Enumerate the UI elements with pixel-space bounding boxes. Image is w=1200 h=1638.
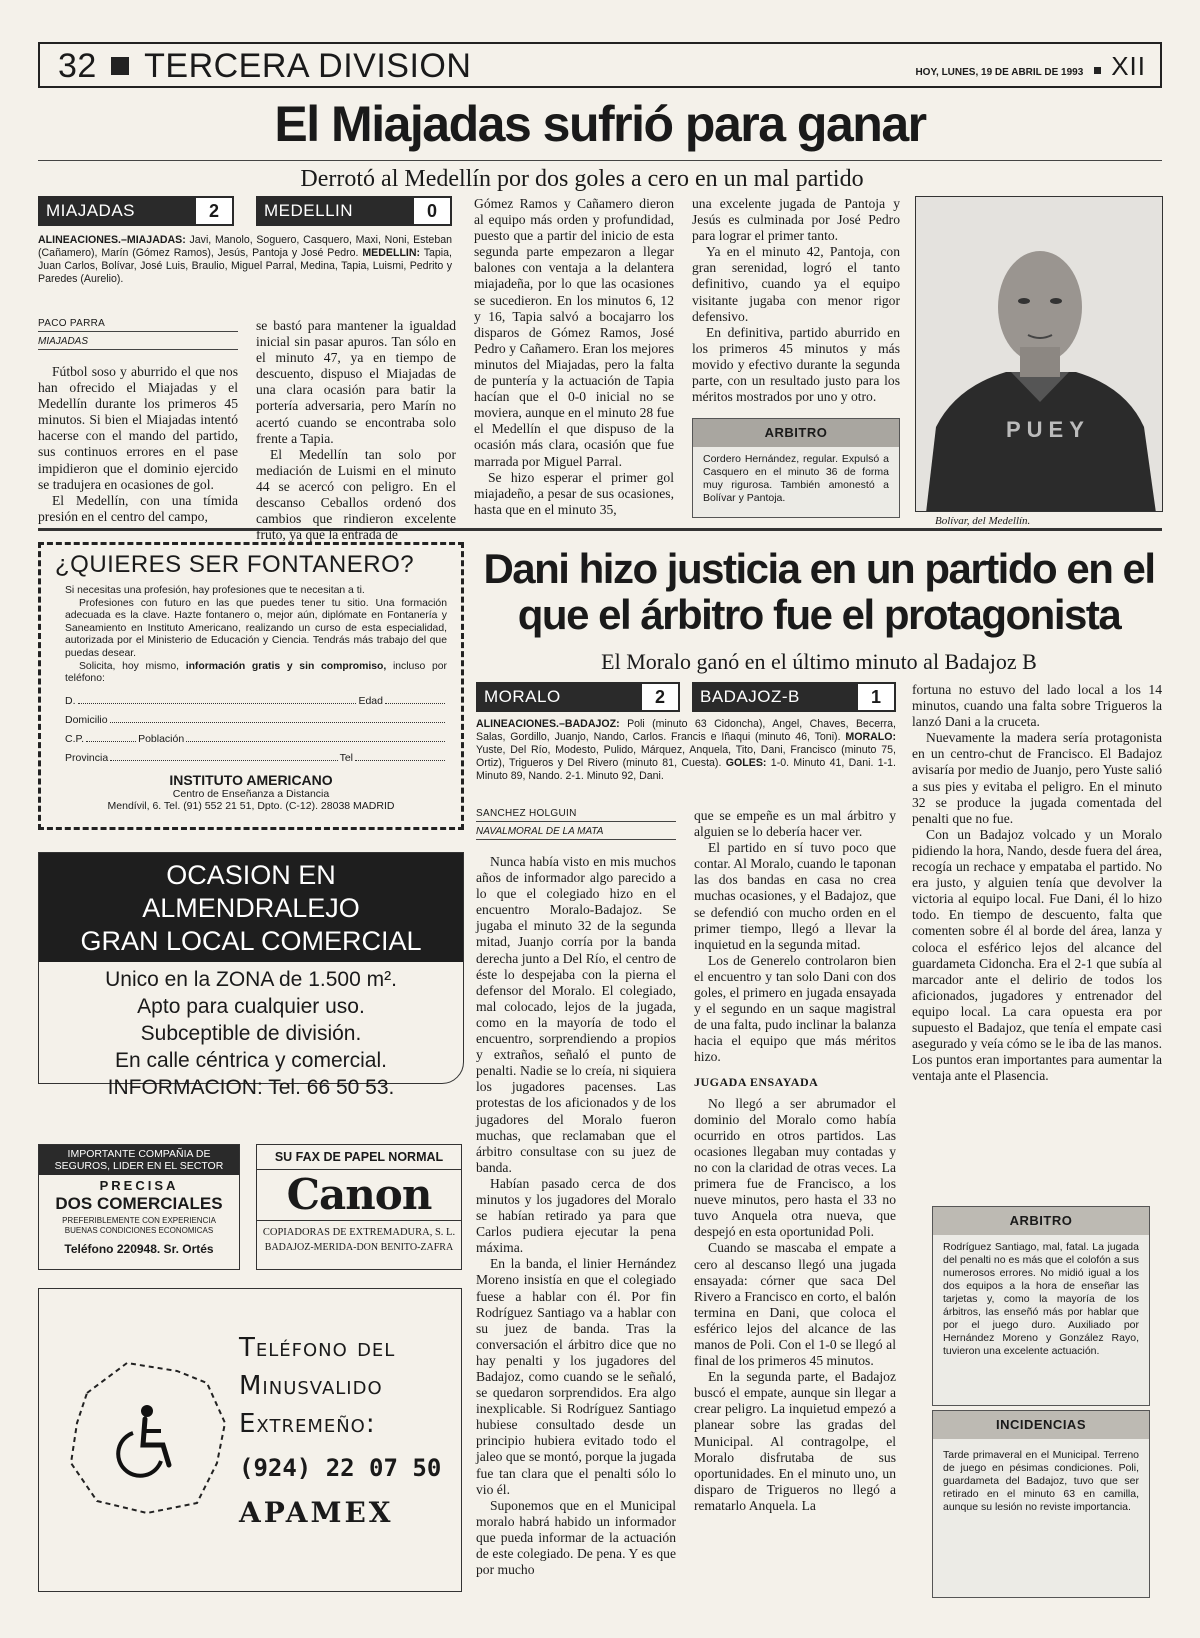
ad-title: ¿QUIERES SER FONTANERO? xyxy=(55,551,415,578)
ad-org: APAMEX xyxy=(239,1496,394,1529)
section-title: TERCERA DIVISION xyxy=(144,47,472,85)
section-heading: JUGADA ENSAYADA xyxy=(694,1074,819,1089)
box-heading: INCIDENCIAS xyxy=(933,1411,1149,1439)
field-label: Población xyxy=(138,732,185,745)
ad-text-pre: Solicita, hoy mismo, xyxy=(79,660,179,672)
ad-line: Extremeño: xyxy=(239,1409,376,1439)
ad-company: COPIADORAS DE EXTREMADURA, S. L. xyxy=(257,1220,461,1240)
ad-seguros xyxy=(38,1144,240,1270)
team-name: MORALO xyxy=(476,682,640,712)
page-header xyxy=(38,42,1162,88)
team-score: 1 xyxy=(856,682,896,712)
ad-line: Subceptible de división. xyxy=(140,1022,362,1045)
field-label: Domicilio xyxy=(65,713,108,726)
story2-col3 xyxy=(912,682,1162,1084)
team-score: 0 xyxy=(412,196,452,226)
team-score: 2 xyxy=(194,196,234,226)
story1-headline: El Miajadas sufrió para ganar xyxy=(274,96,926,152)
field-label: Edad xyxy=(358,694,383,707)
box-heading: ARBITRO xyxy=(933,1207,1149,1235)
postal-code-field[interactable] xyxy=(86,741,136,742)
ad-canon xyxy=(256,1144,462,1270)
story1-col2 xyxy=(256,318,456,543)
ad-line: ALMENDRALEJO xyxy=(142,893,360,923)
paragraph: una excelente jugada de Pantoja y Jesús es culminada por José Pedro para lograr el primer tanto. xyxy=(692,196,900,244)
paragraph: Se hizo esperar el primer gol miajadeño, a pesar de sus ocasiones, hasta que en el minuto 35, xyxy=(474,469,674,517)
story2-col1 xyxy=(476,808,676,1578)
paragraph: El partido en sí tuvo poco que contar. Al Moralo, cuando le taponan las dos bandas en casa no crea muchas ocasiones, y el Badajoz, que se defendió con mucho orden en el primer tiempo, llegó a llevar la inquietud en la segunda mitad. xyxy=(694,840,896,952)
age-field[interactable] xyxy=(385,703,445,704)
team-name: BADAJOZ-B xyxy=(692,682,856,712)
author: SANCHEZ HOLGUIN xyxy=(476,808,676,822)
dateline-place: MIAJADAS xyxy=(38,336,238,350)
ad-phone: (924) 22 07 50 xyxy=(239,1454,442,1482)
ad-text xyxy=(65,661,447,686)
ad-precisa: PRECISA xyxy=(99,1178,179,1193)
story2-subhead: El Moralo ganó en el último minuto al Badajoz B xyxy=(601,649,1037,674)
ad-experience: PREFERIBLEMENTE CON EXPERIENCIA BUENAS CONDICIONES ECONOMICAS xyxy=(62,1216,216,1235)
page-roman: XII xyxy=(1111,51,1146,81)
ad-text: Si necesitas una profesión, hay profesiones que te necesitan a ti. xyxy=(65,585,365,596)
paragraph: En la segunda parte, el Badajoz buscó el empate, aunque sin llegar a crear peligro. La inquietud empezó a planear sobre las gradas del Municipal. Al contragolpe, el Moralo disfrutaba de sus oportunidades. En el minuto uno, un disparo de Trigueros no llegó a rematarlo Anquela. La xyxy=(694,1369,896,1513)
ad-line: Unico en la ZONA de 1.500 m². xyxy=(105,968,397,991)
box-text: Rodríguez Santiago, mal, fatal. La jugada del penalti no es más que el colofón a sus numerosos errores. No midió igual a los dos equipos a la hora de enseñar las tarjetas y, como la mayoría de los árbitros, las enseñó más por hablar que por el juego duro. Auxiliado por Hernández Moreno y González Rayo, tuvieron una excelente actuación. xyxy=(943,1241,1139,1357)
ad-top: SU FAX DE PAPEL NORMAL xyxy=(257,1145,461,1170)
field-label: Provincia xyxy=(65,751,109,764)
paragraph: que se empeñe es un mal árbitro y alguien se lo debería hacer ver. xyxy=(694,808,896,840)
institute-name: INSTITUTO AMERICANO xyxy=(169,771,333,788)
ad-comerciales: DOS COMERCIALES xyxy=(55,1194,223,1213)
team-score: 2 xyxy=(640,682,680,712)
ad-line: Minusvalido xyxy=(239,1371,383,1401)
story2-headline xyxy=(476,546,1162,638)
scoreline-away xyxy=(256,196,452,226)
lineups-label: MEDELLIN: xyxy=(362,247,421,259)
ad-line: Apto para cualquier uso. xyxy=(137,995,365,1018)
ad-banner xyxy=(39,853,463,962)
goals-text: 1-0. Minuto 41, Dani. 1-1. Minuto 89, Nando. 2-1. Minuto 92, Dani. xyxy=(476,757,897,782)
paragraph: Cuando se mascaba el empate a cero al descanso llegó una jugada ensayada: córner que saca Del Rivero a Francisco en corto, el balón termina en Dani, que coloca el esférico lejos del alcance de las manos de Poli. Con el 1-0 se llegó al final de los primeros 45 minutos. xyxy=(694,1240,896,1369)
paragraph: Con un Badajoz volcado y un Moralo pidiendo la hora, Nando, desde fuera del área, recogía un rechace y empataba el partido. No era justo, y alguien tenía que devolver la victoria al equipo local. Fue Dani, él lo hizo todo. En tiempo de descuento, falta que comenten sobre él al borde del área, lanza y coloca el esférico lejos del alcance del guardameta Cidoncha. Era el 2-1 que subía al marcador ante el delirio de todos los aficionados, jugadores y entrenador del equipo local. La cara opuesta era por supuesto el Badajoz, que tenía el empate casi asegurado y veía cómo se le iba de las manos. Los puntos eran importantes para aumentar la ventaja ante el Plasencia. xyxy=(912,826,1162,1084)
ad-apamex xyxy=(38,1288,462,1592)
name-field[interactable] xyxy=(78,703,357,704)
ad-text: Profesiones con futuro en las que puedes tener tu sitio. Una formación adecuada es la clave. Hazte fontanero o, mejor aún, diplómate en Fontanería y Saneamiento en Instituto Americano, realizando un curso de esta especialidad, autorizada por el Ministerio de Educación y Ciencia. Tendrás más trabajo del que puedas desear. xyxy=(65,597,447,659)
story1-subhead: Derrotó al Medellín por dos goles a cero en un mal partido xyxy=(300,166,864,192)
field-label: Tel xyxy=(339,751,353,764)
paragraph: se bastó para mantener la igualdad inicial sin pasar apuros. Tan sólo en el minuto 47, ya en tiempo de descuento, dispuso el Miajadas de una clara ocasión para batir la portería adversaria, pero Marín no acertó cuando se encontraba solo frente a Tapia. xyxy=(256,318,456,446)
form-row-name xyxy=(65,688,447,707)
box-text: Tarde primaveral en el Municipal. Terreno de juego en pésimas condiciones. Poli, guardameta del Badajoz, tuvo que ser retirado en el minuto 63 en camilla, aunque su lesión no reviste importancia. xyxy=(943,1449,1139,1513)
lineups-label: MORALO: xyxy=(845,731,896,743)
paragraph: fortuna no estuvo del lado local a los 14 minutos, cuando una falta sobre Trigueros la lanzó Dani a la cruceta. xyxy=(912,682,1162,730)
date-line: HOY, LUNES, 19 DE ABRIL DE 1993 xyxy=(915,67,1084,78)
lineups-label: ALINEACIONES.–BADAJOZ: xyxy=(476,718,620,730)
ad-phone: Teléfono 220948. Sr. Ortés xyxy=(64,1242,214,1256)
square-bullet-icon xyxy=(1094,67,1101,74)
paragraph: En definitiva, partido aburrido en los primeros 45 minutos y más movido y efectivo durante la segunda parte, con un resultado justo para los méritos mostrados por uno y otro. xyxy=(692,324,900,405)
ad-line: Teléfono del xyxy=(239,1333,396,1363)
scoreline-away xyxy=(692,682,896,712)
box-heading: ARBITRO xyxy=(693,419,899,447)
team-name: MIAJADAS xyxy=(38,196,194,226)
paragraph: Ya en el minuto 42, Pantoja, con gran serenidad, logró el tanto definitivo, cuando ya el equipo visitante jugaba con menor rigor defensivo. xyxy=(692,244,900,324)
ad-cities: BADAJOZ-MERIDA-DON BENITO-ZAFRA xyxy=(264,1242,454,1253)
ad-text-bold: información gratis y sin compromiso, xyxy=(185,660,387,672)
ad-local-comercial xyxy=(38,852,464,1099)
phone-field[interactable] xyxy=(355,760,445,761)
incidents-box xyxy=(932,1410,1150,1598)
story1-col4 xyxy=(692,196,900,405)
paragraph: En la banda, el linier Hernández Moreno insistía en que el colegiado fuese a hablar con él. Por fin Rodríguez Santiago va a hablar con su juez de banda. Tras la conversación el árbitro dice que no hay penalti y los jugadores del Badajoz, como cuando se le señaló, se quedaron sorprendidos. Era algo inexplicable. Si Rodríguez Santiago hubiese consultado desde un principio hubiera evitado todo el jaleo que se montó, porque la jugada fue tan clara que el penalti sólo lo vio él. xyxy=(476,1256,676,1497)
divider xyxy=(38,160,1162,161)
ad-line: GRAN LOCAL COMERCIAL xyxy=(80,926,422,956)
divider xyxy=(38,528,1162,531)
institute-address: Mendívil, 6. Tel. (91) 552 21 51, Dpto. (C-12). 28038 MADRID xyxy=(107,799,395,812)
lineups-text: Yuste, Del Río, Modesto, Pulido, Márquez, Anquela, Tito, Dani, Francisco (minuto 75, Ortiz), Trigueros y Del Rivero (minuto 81, Cuesta). xyxy=(476,744,896,769)
story1-col1 xyxy=(38,318,238,525)
scoreline-home xyxy=(476,682,680,712)
shirt-text: PUEY xyxy=(1006,417,1090,442)
ad-line: OCASION EN xyxy=(166,860,336,890)
story1-lineups xyxy=(38,234,452,286)
ad-text-post: incluso por teléfono: xyxy=(65,660,448,685)
referee-box xyxy=(932,1206,1150,1406)
wheelchair-icon xyxy=(103,1399,187,1483)
story1-col3 xyxy=(474,196,674,518)
town-field[interactable] xyxy=(186,741,445,742)
paragraph: Fútbol soso y aburrido el que nos han ofrecido el Miajadas y el Medellín durante los primeros 45 minutos. Si bien el Miajadas intentó hacerse con el mando del partido, sus continuos errores en el pase impidieron que el dominio ejercido se tradujera en ocasiones de gol. xyxy=(38,364,238,492)
canon-logo: Canon xyxy=(286,1170,432,1219)
form-row-postal xyxy=(65,726,447,745)
lineups-text: Tapia, Juan Carlos, Bolívar, José Luis, Braulio, Miguel Parral, Medina, Tapia, Luismi, Pedrito y Paredes (Aurelio). xyxy=(38,247,452,285)
team-name: MEDELLIN xyxy=(256,196,412,226)
player-photo xyxy=(915,196,1163,512)
paragraph: El Medellín tan solo por mediación de Luismi en el minuto 44 se acercó con peligro. En el descanso Ceballos ordenó dos cambios que rindieron excelente fruto, ya que la entrada de xyxy=(256,446,456,543)
address-field[interactable] xyxy=(110,722,445,723)
ad-line: INFORMACION: Tel. 66 50 53. xyxy=(107,1076,395,1099)
scoreline-home xyxy=(38,196,234,226)
page-number: 32 xyxy=(58,47,97,85)
goals-label: GOLES: xyxy=(725,757,767,769)
paragraph: Gómez Ramos y Cañamero dieron al equipo más orden y profundidad, puesto que a partir del inicio de esta segunda parte empezaron a llegar balones con ventaja a la delantera miajadeña, por lo que las ocasiones se sucedieron. En los minutos 6, 12 y 16, Tapia salvó a bocajarro los disparos de Gómez Ramos, José Pedro y Cañamero. Eran los mejores minutos del Miajadas, pero la falta de puntería y la actuación de Tapia hacían que el 0-0 inicial no se moviera, aunque en el minuto 28 fue el Medellín el que dispuso de la ocasión más clara, ocasión que fue marrada por Miguel Parral. xyxy=(474,196,674,469)
referee-box xyxy=(692,418,900,518)
square-bullet-icon xyxy=(111,57,129,75)
box-text: Cordero Hernández, regular. Expulsó a Casquero en el minuto 36 de forma muy rigurosa. También amonestó a Bolívar y Pantoja. xyxy=(693,447,899,517)
paragraph: Nunca había visto en mis muchos años de informador algo parecido a lo que el colegiado hizo en el encuentro Moralo-Badajoz. Se jugaba el minuto 32 de la segunda mitad, Juanjo corría por la banda derecha junto a Del Río, el centro de éste lo despejaba con la pierna el defensor del Moralo. El colegiado, mal colocado, lejos de la jugada, como en la mayoría de todo el encuentro, sorprendiendo a propios y extraños, señaló el punto de penalti. Nadie se lo creía, ni siquiera los jugadores pacenses. Las protestas de los aficionados y de los jugadores del Moralo fueron muchas, que reclamaban que el árbitro consultase con su juez de banda. xyxy=(476,854,676,1175)
ad-fontanero xyxy=(38,542,464,830)
player-silhouette xyxy=(916,197,1163,512)
lineups-text: Poli (minuto 63 Cidoncha), Angel, Chaves, Becerra, Salas, Gordillo, Juanjo, Nando, Carlos. Francis e Iñaqui (minuto 46, Toni). xyxy=(476,718,896,743)
form-row-province xyxy=(65,745,447,764)
province-field[interactable] xyxy=(110,760,337,761)
author: PACO PARRA xyxy=(38,318,238,332)
story2-col2 xyxy=(694,808,896,1514)
lineups-text: Javi, Manolo, Soguero, Casquero, Maxi, Noni, Esteban (Cañamero), Marín (Gómez Ramos), Jesús, Pantoja y José Pedro. xyxy=(38,234,452,259)
headline-line: Dani hizo justicia en un partido en el xyxy=(483,545,1155,592)
form-row-address xyxy=(65,707,447,726)
dateline-place: NAVALMORAL DE LA MATA xyxy=(476,826,676,840)
paragraph: No llegó a ser abrumador el dominio del Moralo como había ocurrido en otros partidos. Las ocasiones llegaban muy contadas y no con la claridad de otras veces. La primera fue de Francisco, a los nueve minutos, pero hasta el 33 no tuvo Anquela otra nueva, que despejó en esta oportunidad Poli. xyxy=(694,1095,896,1240)
story2-lineups xyxy=(476,718,896,783)
lineups-label: ALINEACIONES.–MIAJADAS: xyxy=(38,234,186,246)
paragraph: Suponemos que en el Municipal moralo habrá habido un informador que pueda informar de la actuación de este colegiado. De pena. Y es que por mucho xyxy=(476,1497,676,1578)
paragraph: Los de Generelo controlaron bien el encuentro y tan solo Dani con dos goles, el primero en jugada ensayada y el segundo en un saque magistral de una falta, pudo inclinar la balanza hacia el equipo que más méritos hizo. xyxy=(694,952,896,1065)
field-label: C.P. xyxy=(65,732,85,745)
ad-line: En calle céntrica y comercial. xyxy=(115,1049,387,1072)
headline-line: que el árbitro fue el protagonista xyxy=(517,591,1121,638)
paragraph: El Medellín, con una tímida presión en el centro del campo, xyxy=(38,492,238,524)
photo-caption: Bolívar, del Medellín. xyxy=(935,515,1031,527)
paragraph: Nuevamente la madera sería protagonista en un centro-chut de Francisco. El Badajoz avisaría por medio de Juanjo, pero Yuste salió a sus pies y evitaba el peligro. En el minuto 32 se produce la jugada comentada del penalti que no fue. xyxy=(912,730,1162,826)
ad-top: IMPORTANTE COMPAÑIA DE SEGUROS, LIDER EN EL SECTOR xyxy=(39,1145,239,1175)
paragraph: Habían pasado cerca de dos minutos y los jugadores del Moralo se habían retirado ya para que Carlos pudiera ejecutar la pena máxima. xyxy=(476,1175,676,1256)
field-label: D. xyxy=(65,694,76,707)
institute-subtitle: Centro de Enseñanza a Distancia xyxy=(172,787,330,800)
